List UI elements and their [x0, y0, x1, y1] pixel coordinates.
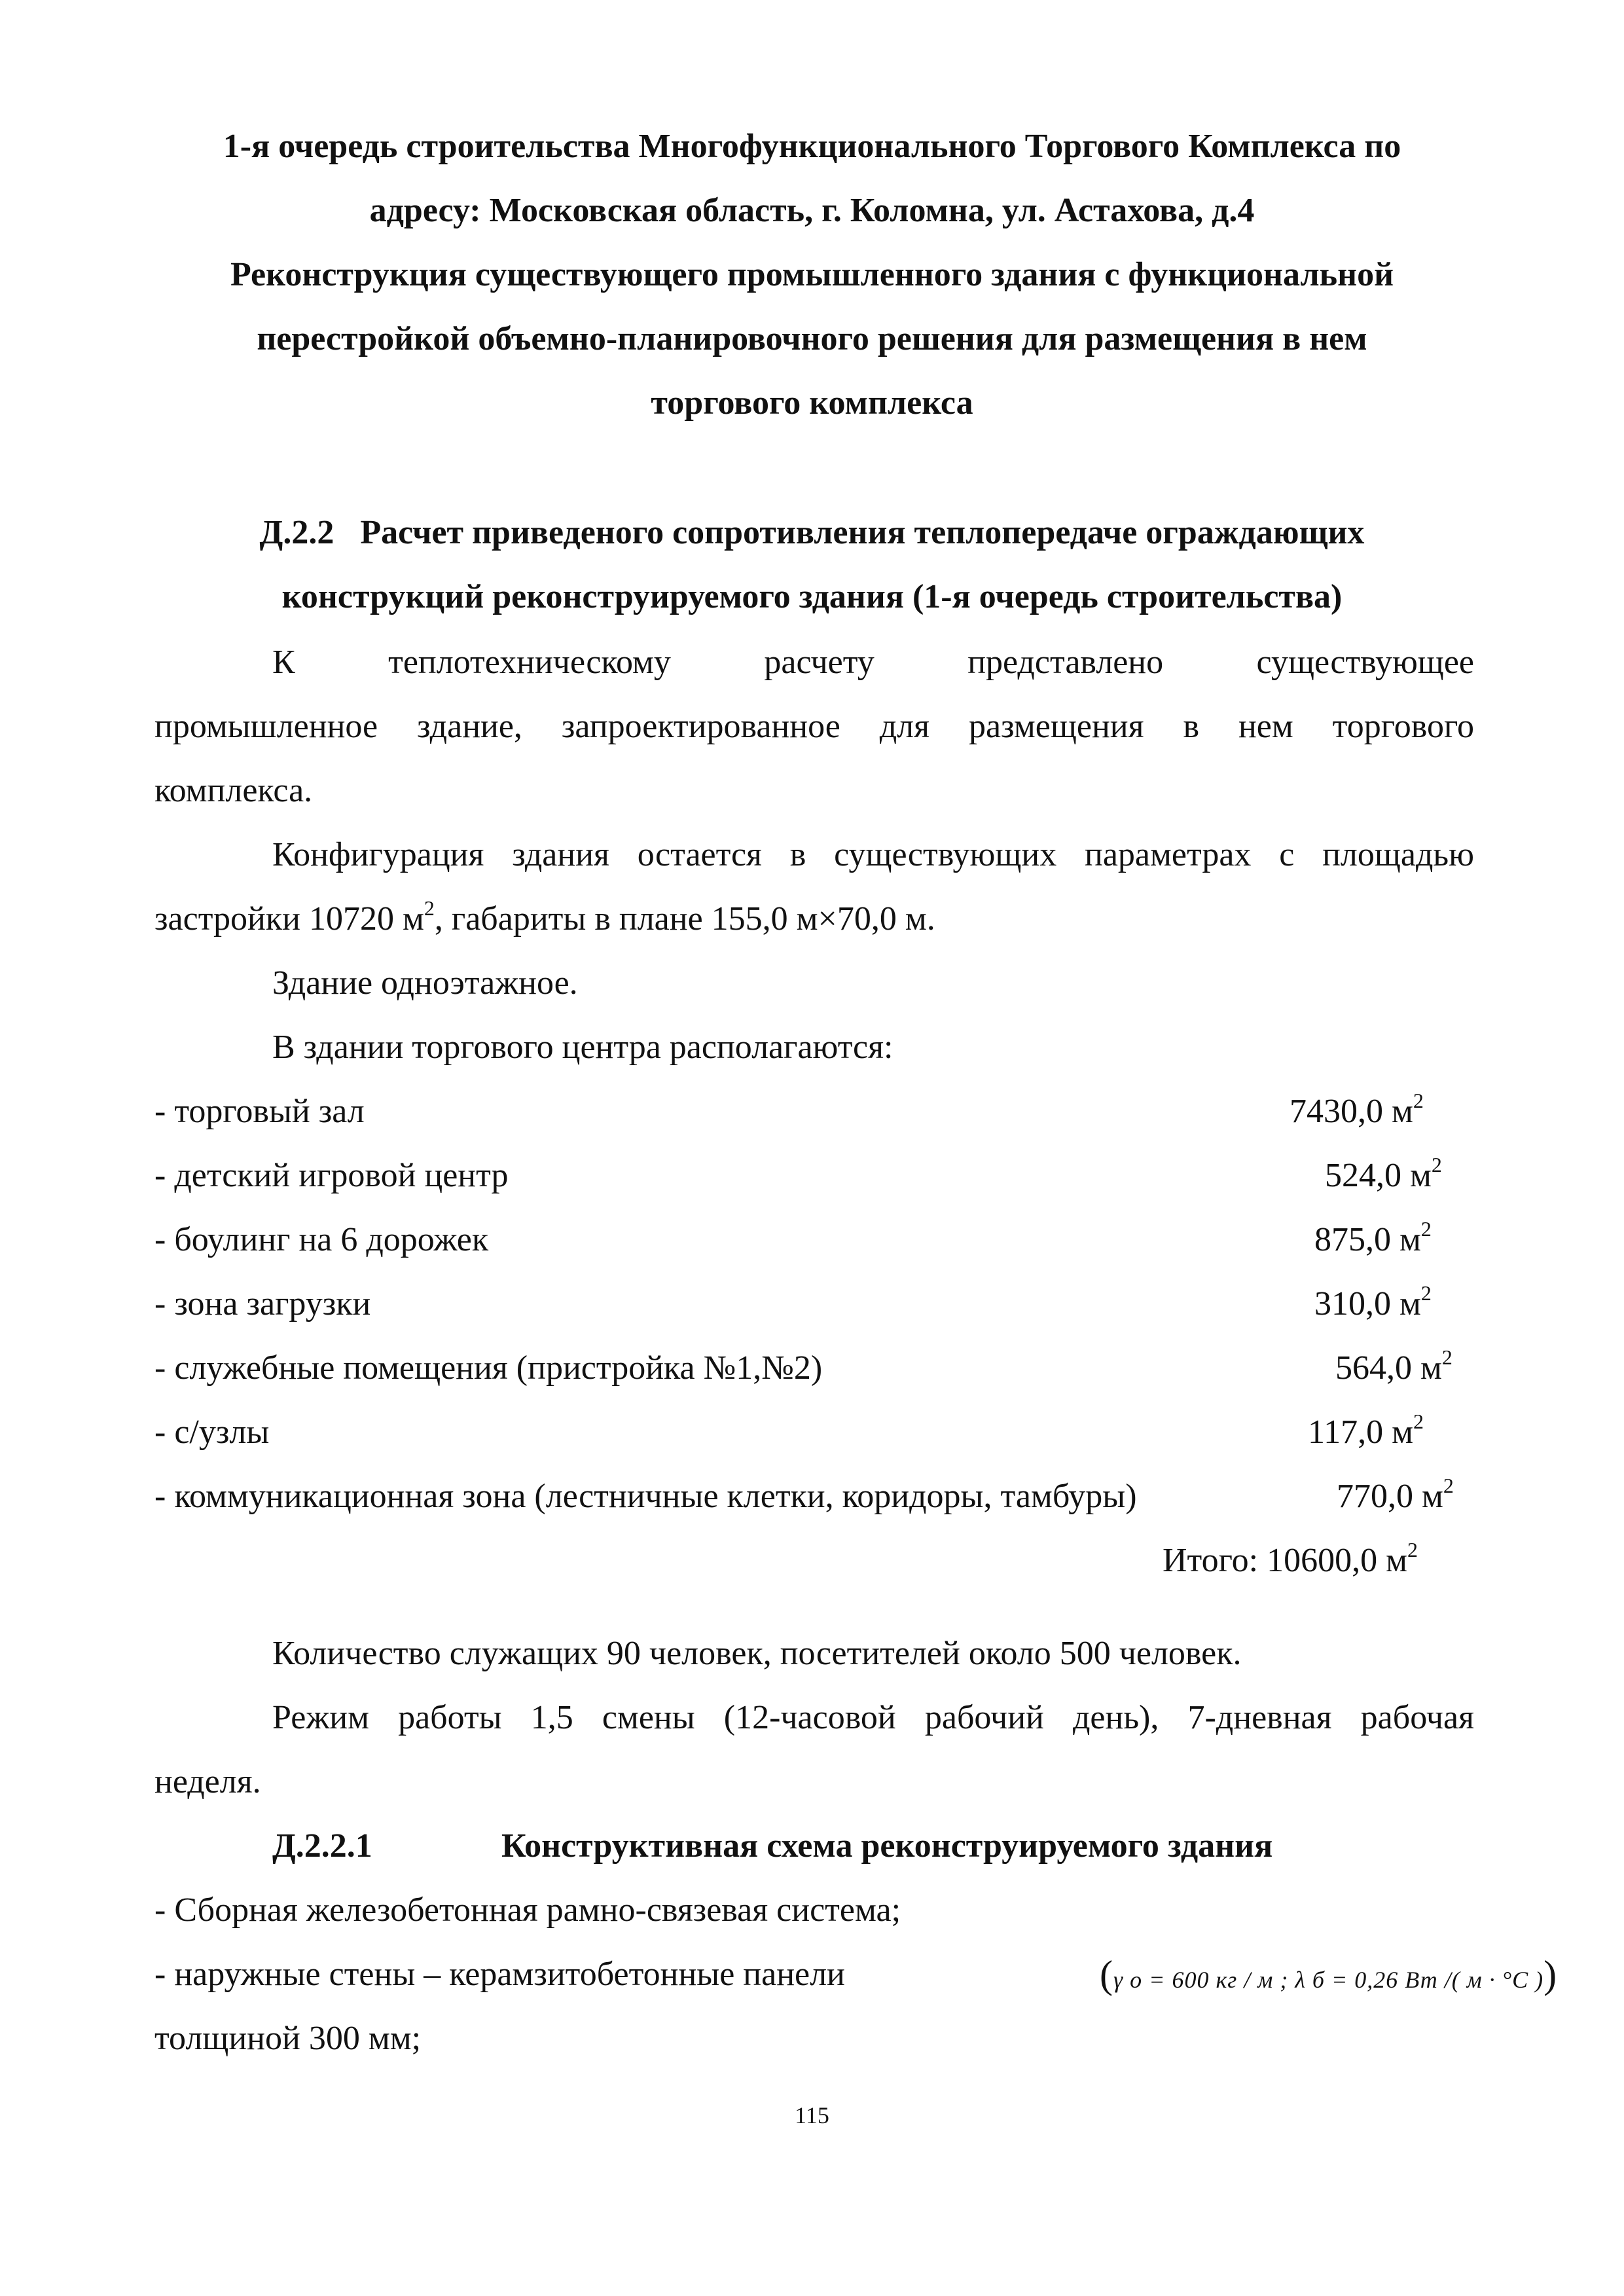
paragraph-2-line-2 [154, 887, 1474, 951]
area-row [154, 1272, 1483, 1336]
paragraph-5: Количество служащих 90 человек, посетителей около 500 человек. [272, 1635, 1242, 1672]
area-row [154, 1144, 1483, 1208]
intro-paragraphs [154, 630, 1474, 1080]
area-value: 564,0 $м^2$ [1335, 1345, 1453, 1387]
area-label: - детский игровой центр [154, 1157, 509, 1194]
area-label: - с/узлы [154, 1413, 270, 1451]
paragraph-1-line-2: промышленное здание, запроектированное для размещения в нем торгового [154, 708, 1474, 745]
paragraph-4: В здании торгового центра располагаются: [272, 1029, 893, 1066]
page-number: 115 [795, 2102, 829, 2128]
paragraph-2-line-1: Конфигурация здания остается в существующих параметрах с площадью [272, 836, 1474, 873]
header-line-1: 1-я очередь строительства Многофункционального Торгового Комплекса по [223, 128, 1401, 165]
structure-item-1: - Сборная железобетонная рамно-связевая система; [154, 1891, 901, 1929]
area-row [154, 1465, 1483, 1529]
paragraph-1-line-1: К теплотехническому расчету представлено существующее [272, 644, 1474, 681]
area-row [154, 1208, 1483, 1272]
structure-list [154, 1878, 1558, 2071]
section-number: Д.2.2 [259, 514, 334, 551]
header-line-4: перестройкой объемно-планировочного решения для размещения в нем [257, 320, 1367, 357]
structure-item-2 [154, 1942, 1558, 2007]
structure-item-2-text: - наружные стены – керамзитобетонные панели [154, 1956, 845, 1993]
area-value: 770,0 $м^2$ [1337, 1473, 1454, 1515]
paragraph-3: Здание одноэтажное. [272, 964, 578, 1002]
paragraph-2-superscript: 2 [424, 896, 435, 920]
paragraph-6-line-2: неделя. [154, 1763, 261, 1800]
header-line-5: торгового комплекса [651, 384, 973, 422]
area-row [154, 1080, 1483, 1144]
paragraph-2-text-b: , габариты в плане 155,0 м×70,0 м. [434, 900, 935, 938]
area-label: - зона загрузки [154, 1285, 371, 1322]
area-label: - коммуникационная зона (лестничные клетки, коридоры, тамбуры) [154, 1478, 1137, 1515]
material-formula: (γ о = 600 кг / м ; λ б = 0,26 Вт /( м · °С )) [1100, 1953, 1558, 1996]
paragraph-6-line-1: Режим работы 1,5 смены (12-часовой рабочий день), 7-дневная рабочая [272, 1699, 1474, 1736]
area-total: Итого: 10600,0 $м^2$ [1163, 1537, 1418, 1579]
paragraph-1-line-3: комплекса. [154, 772, 313, 809]
section-title-line-2: конструкций реконструируемого здания (1-я очередь строительства) [281, 578, 1343, 615]
subsection-title: Конструктивная схема реконструируемого здания [501, 1827, 1273, 1865]
area-value: 117,0 $м^2$ [1308, 1409, 1424, 1451]
header-line-2: адресу: Московская область, г. Коломна, ул. Астахова, д.4 [369, 192, 1255, 229]
area-label: - торговый зал [154, 1093, 365, 1130]
document-header [131, 115, 1493, 435]
subsection-heading [272, 1814, 1272, 1878]
area-label: - служебные помещения (пристройка №1,№2) [154, 1349, 823, 1387]
staff-paragraphs [154, 1622, 1474, 1814]
section-heading [131, 501, 1493, 629]
area-value: 524,0 $м^2$ [1325, 1152, 1442, 1194]
area-value: 310,0 $м^2$ [1314, 1281, 1432, 1322]
area-label: - боулинг на 6 дорожек [154, 1221, 489, 1258]
structure-item-2-line-2: толщиной 300 мм; [154, 2020, 422, 2057]
header-line-3: Реконструкция существующего промышленного здания с функциональной [230, 256, 1394, 293]
section-title-line-1: Расчет приведеного сопротивления теплопередаче ограждающих [360, 514, 1365, 551]
area-value: 7430,0 $м^2$ [1290, 1088, 1424, 1130]
subsection-number: Д.2.2.1 [272, 1827, 372, 1865]
area-row [154, 1336, 1483, 1400]
paragraph-2-text-a: застройки 10720 м [154, 900, 424, 938]
area-value: 875,0 $м^2$ [1314, 1216, 1432, 1258]
area-row [154, 1400, 1483, 1465]
